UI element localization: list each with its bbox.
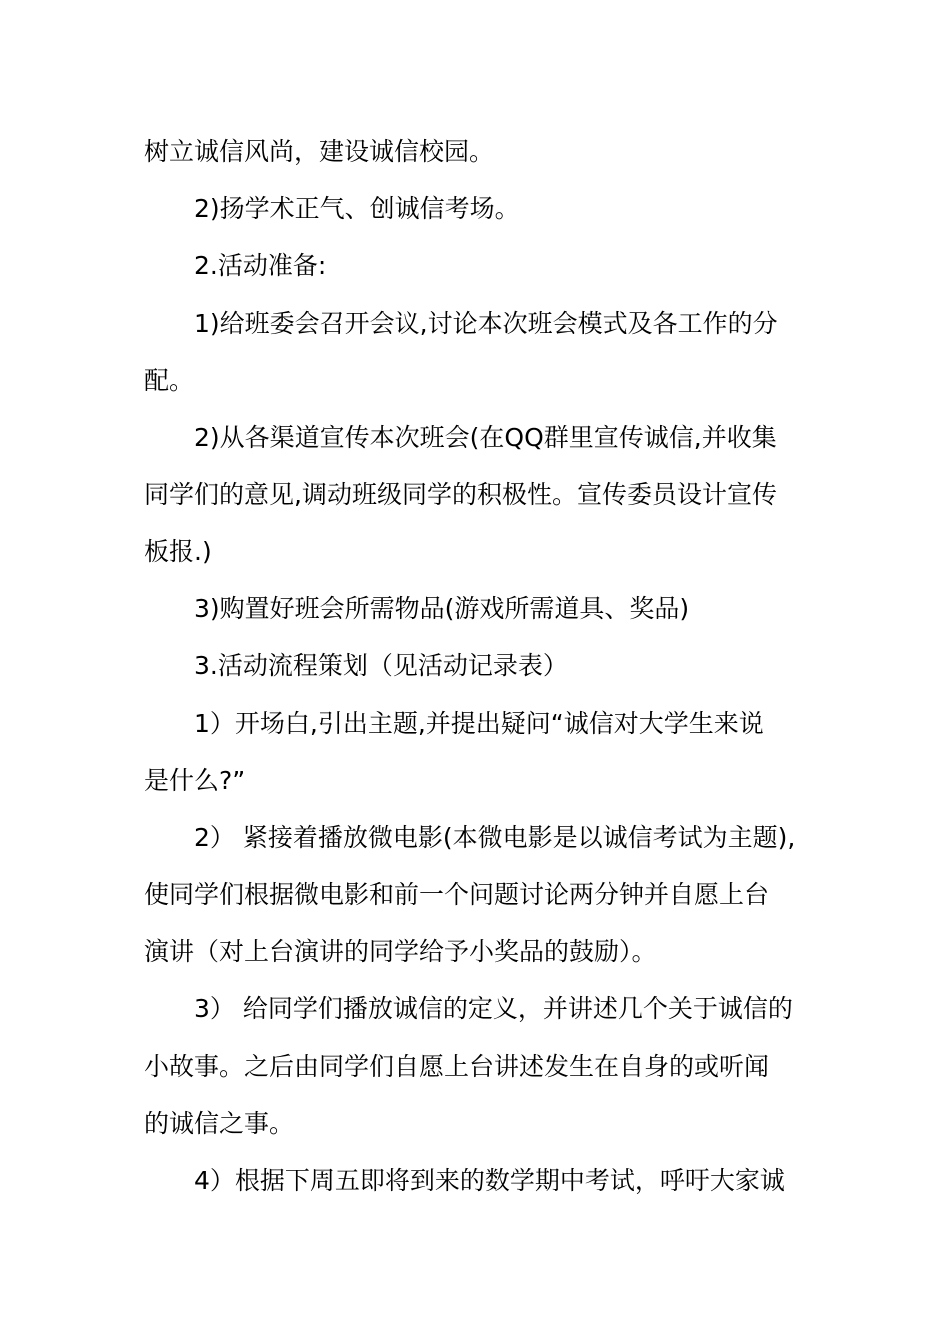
text-line: 使同学们根据微电影和前一个问题讨论两分钟并自愿上台 <box>144 880 770 909</box>
text-line: 小故事。之后由同学们自愿上台讲述发生在自身的或听闻 <box>144 1052 770 1081</box>
text-line: 1）开场白,引出主题,并提出疑问“诚信对大学生来说 <box>194 709 764 738</box>
text-line: 4）根据下周五即将到来的数学期中考试，呼吁大家诚 <box>194 1166 785 1195</box>
text-line: 2)扬学术正气、创诚信考场。 <box>194 194 520 223</box>
text-line: 2） 紧接着播放微电影(本微电影是以诚信考试为主题), <box>194 823 796 852</box>
text-line: 2.活动准备: <box>194 251 327 280</box>
text-line: 的诚信之事。 <box>144 1109 295 1138</box>
text-line: 是什么?” <box>144 766 246 795</box>
text-line: 树立诚信风尚，建设诚信校园。 <box>144 137 495 166</box>
text-line: 3)购置好班会所需物品(游戏所需道具、奖品) <box>194 594 690 623</box>
text-line: 同学们的意见,调动班级同学的积极性。宣传委员设计宣传 <box>144 480 777 509</box>
text-line: 1)给班委会召开会议,讨论本次班会模式及各工作的分 <box>194 309 778 338</box>
text-line: 演讲（对上台演讲的同学给予小奖品的鼓励）。 <box>144 937 657 966</box>
text-line: 板报.) <box>144 537 212 566</box>
text-line: 3.活动流程策划（见活动记录表） <box>194 651 568 680</box>
text-line: 3） 给同学们播放诚信的定义，并讲述几个关于诚信的 <box>194 994 793 1023</box>
text-line: 2)从各渠道宣传本次班会(在QQ群里宣传诚信,并收集 <box>194 423 777 452</box>
text-line: 配。 <box>144 366 195 395</box>
